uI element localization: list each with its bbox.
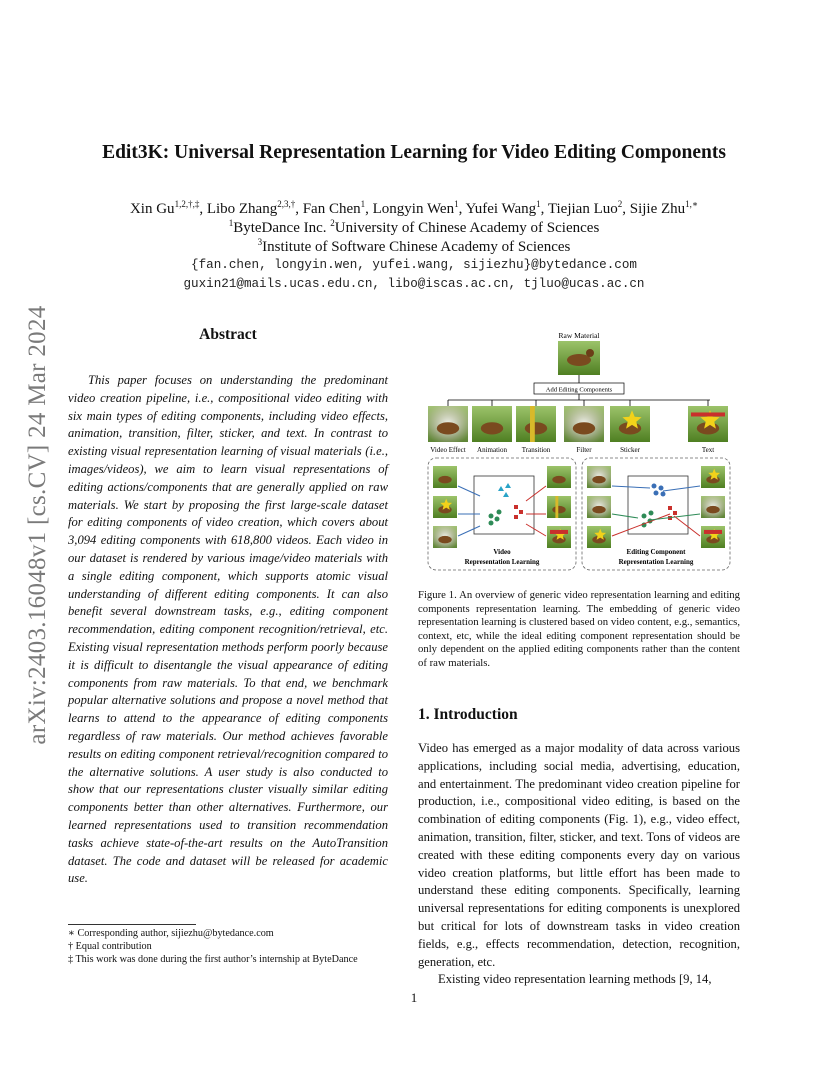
component-thumb-filter xyxy=(564,400,604,442)
right-output-thumb xyxy=(701,496,725,518)
author-list: Xin $Gu^{1,2,\dagger,\ddagger}$, Libo Zhang$^{2,3,\dagger}$, Fan Chen$^1$, Longyin Wen$^1$, Yufei Wang$^1$, Tiejian Luo$^2$, Sijie Zhu$^{1,∗}$ xyxy=(129,199,699,217)
left-input-thumb xyxy=(433,466,457,488)
left-output-thumb xyxy=(547,466,571,488)
paper-title: Edit3K: Universal Representation Learning for Video Editing Components xyxy=(102,142,726,163)
page-number: 1 xyxy=(410,990,418,1005)
left-panel-title-2: Representation Learning xyxy=(464,558,540,566)
right-cluster-box xyxy=(612,476,700,536)
author-name: Xin Gu xyxy=(129,201,175,217)
right-input-thumb xyxy=(587,466,611,488)
component-label-animation: Animation xyxy=(477,446,507,454)
component-label-sticker: Sticker xyxy=(620,446,640,454)
intro-body xyxy=(418,740,740,989)
email-line-1: {fan.chen, longyin.wen, yufei.wang, sijiezhu}@bytedance.com xyxy=(191,258,637,272)
right-panel-title-1: Editing Component xyxy=(626,548,686,556)
footnote-corresponding: ∗ Corresponding author, sijiezhu@bytedance.com xyxy=(68,928,274,939)
affiliation-line-1: $^1$ByteDance Inc. $^2$University of Chinese Academy of Sciences xyxy=(228,218,600,236)
right-output-thumb xyxy=(701,466,725,488)
component-label-text: Text xyxy=(701,446,715,454)
author-name: Tiejian Luo xyxy=(547,201,618,217)
left-input-thumb xyxy=(433,496,457,518)
arxiv-stamp-text: arXiv:2403.16048v1 [cs.CV] 24 Mar 2024 xyxy=(24,305,51,745)
right-input-thumb xyxy=(587,526,611,548)
left-output-thumb xyxy=(547,526,571,548)
affiliation-line-2: $^3$Institute of Software Chinese Academy of Sciences xyxy=(257,237,571,255)
arxiv-side-stamp xyxy=(18,290,58,760)
author-affiliation-sup: 1,2,†,‡ xyxy=(174,199,200,209)
email-line-2: guxin21@mails.ucas.edu.cn, libo@iscas.ac.cn, tjluo@ucas.ac.cn xyxy=(183,277,645,291)
author-affiliation-sup: 1 xyxy=(454,199,459,209)
raw-material-label: Raw Material xyxy=(558,331,600,340)
author-name: Longyin Wen xyxy=(372,201,455,217)
footnote-internship: ‡ This work was done during the first author’s internship at ByteDance xyxy=(68,954,358,965)
footnote-rule xyxy=(68,924,196,925)
intro-paragraph-2: Existing video representation learning methods [9, 14, xyxy=(438,972,712,987)
component-label-transition: Transition xyxy=(521,446,551,454)
author-affiliation-sup: 2,3,† xyxy=(277,199,296,209)
left-panel-title-1: Video xyxy=(493,548,511,556)
intro-heading: 1. Introduction xyxy=(418,706,518,723)
left-cluster-box xyxy=(458,476,546,536)
author-affiliation-sup: 1,∗ xyxy=(685,199,699,209)
author-name: Sijie Zhu xyxy=(629,201,686,217)
right-output-thumb xyxy=(701,526,725,548)
component-label-effect: Video Effect xyxy=(430,446,466,454)
abstract-text: This paper focuses on understanding the predominant video creation pipeline, i.e., compositional video editing with six main types of editing components, including video effects, animation, transition, filter, sticker, and text. In contrast to existing visual representation learning of visual materials (i.e., images/videos), we aim to learn visual representations of editing actions/components that are generally applied on raw materials. We start by proposing the first large-scale dataset for editing components of video creation, which covers about 3,094 editing components with 618,800 videos. Each video in our dataset is rendered by various image/video materials with a single editing component, which supports atomic visual understanding of different editing components. It can also benefit several downstream tasks, e.g., editing component recommendation, editing component recognition/retrieval, etc. Existing visual representation methods perform poorly because it is difficult to disentangle the visual appearance of editing components from raw materials. To that end, we benchmark popular alternative solutions and propose a novel method that learns to attend to the appearance of editing components regardless of raw materials. Our method achieves favorable results on editing component retrieval/recognition compared to the alternative solutions. A user study is also conducted to show that our representations cluster visually similar editing components better than other alternatives. Furthermore, our learned representations used to transition recommendation tasks achieve state-of-the-art results on the AutoTransition dataset. The code and dataset will be released for academic use. xyxy=(68,373,388,886)
figure-caption: Figure 1. An overview of generic video representation learning and editing components representation learning. The embedding of generic video representation learning is clustered based on video content, e.g., semantics, context, etc, while the ideal editing component representation should be only dependent on the applied editing components rather than the content of raw materials. xyxy=(418,589,740,669)
author-name: Yufei Wang xyxy=(465,201,537,217)
left-input-thumb xyxy=(433,526,457,548)
right-panel-title-2: Representation Learning xyxy=(618,558,694,566)
component-thumb-sticker xyxy=(610,400,650,442)
author-affiliation-sup: 2 xyxy=(617,199,623,209)
component-label-filter: Filter xyxy=(576,446,592,454)
component-thumbnails xyxy=(428,400,728,442)
raw-material-image xyxy=(558,341,600,375)
author-name: Libo Zhang xyxy=(206,201,278,217)
intro-paragraph-1: Video has emerged as a major modality of data across various applications, including social media, advertising, education, and entertainment. The predominant video creation pipeline for production, i.e., compositional video editing, is based on the combination of editing components (Fig. 1), e.g., video effect, animation, transition, filter, sticker, and text. Tons of videos are created with these editing components every day on various video creation platforms, but little effort has been made to understand these editing components. Specifically, learning universal representations for editing components is unexplored but critical for lots of downstream tasks in video creation fields, e.g., effects recommendation, detection, recognition, generation, etc. xyxy=(418,741,740,969)
author-affiliation-sup: 1 xyxy=(360,199,366,209)
component-thumb-text xyxy=(688,400,728,442)
abstract-body xyxy=(68,372,388,888)
left-output-thumb xyxy=(547,496,571,518)
component-thumb-effect xyxy=(428,400,468,442)
author-name: Fan Chen xyxy=(302,201,361,217)
right-input-thumb xyxy=(587,496,611,518)
component-thumb-animation xyxy=(472,400,512,442)
footnote-equal: † Equal contribution xyxy=(68,941,152,952)
component-thumb-transition xyxy=(516,400,556,442)
figure-1 xyxy=(418,326,740,576)
author-affiliation-sup: 1 xyxy=(536,199,541,209)
add-components-label: Add Editing Components xyxy=(545,386,613,394)
abstract-heading: Abstract xyxy=(199,326,257,343)
component-labels xyxy=(430,446,714,454)
